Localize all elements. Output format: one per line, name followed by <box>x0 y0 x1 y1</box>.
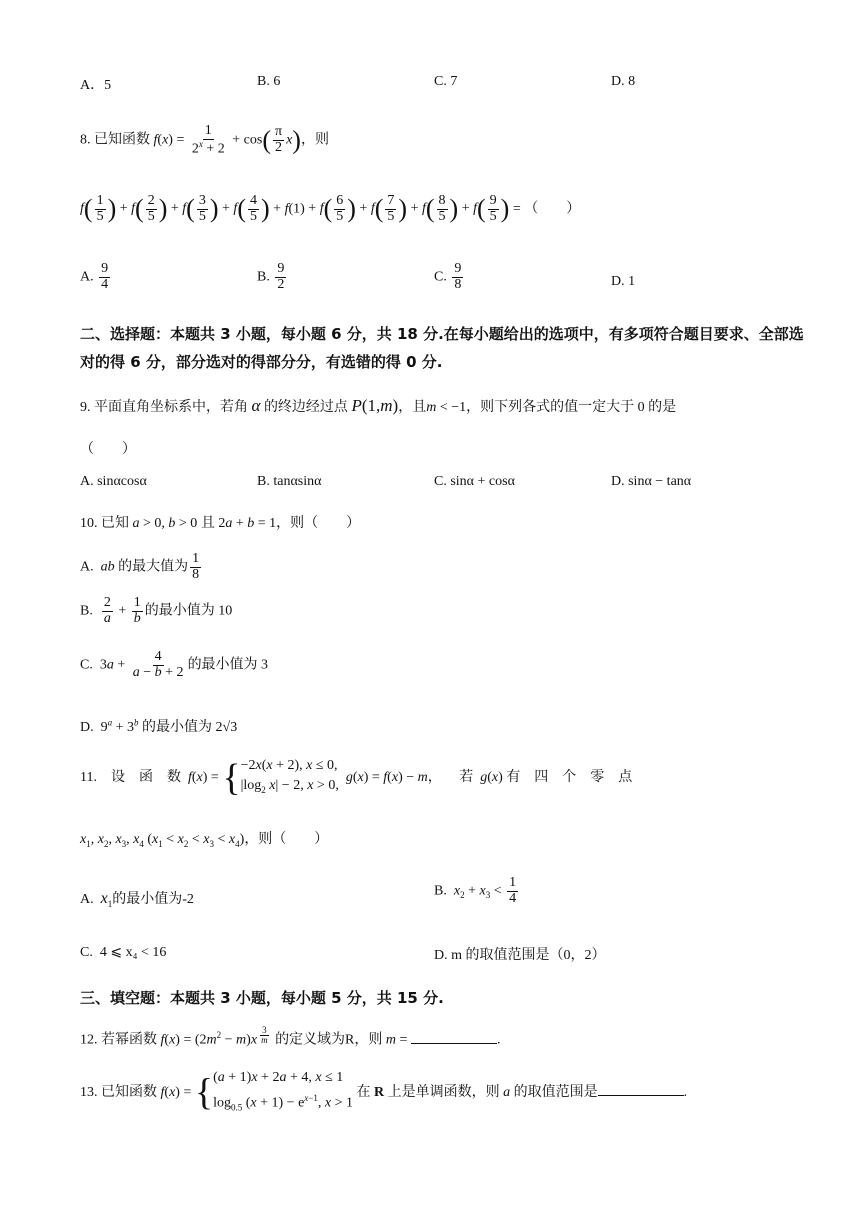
q13-stem: 13. 已知函数 f(x) = { (a + 1)x + 2a + 4, x ≤ 1 $\log_{0.5} (x + 1) - e^{x-1}$, x > 1 在 R 上是单调函数，则 a 的取值范围是 . <box>80 1070 688 1114</box>
q10-option-b: B. $\frac{2}{a}$ + $\frac{1}{b}$ 的最小值为 10 <box>80 595 233 626</box>
q8-option-a-label: A. <box>80 269 94 285</box>
q11-option-a: A. $x_1$的最小值为-2 <box>80 890 194 909</box>
q8-sum-term: + f( $\frac{9}{5}$ ) <box>458 193 510 224</box>
q11-lead: 11. 设 函 数 <box>80 770 181 786</box>
q11-line2-tail: ，则（ ） <box>244 832 329 847</box>
q13-mid2: 上是单调函数，则 <box>387 1084 500 1100</box>
q9-text-d: ，则下列各式的值一定大于 0 的是 <box>466 400 677 415</box>
q8-option-b-num: 9 <box>277 261 285 276</box>
q9-option-a: A. sinαcosα <box>80 474 147 489</box>
q10-option-d: D. $9^a + 3^b$ 的最小值为 2√3 <box>80 717 238 735</box>
q8-option-b-label: B. <box>257 269 270 285</box>
q13-lead: 13. 已知函数 <box>80 1084 157 1100</box>
q8-option-a <box>80 262 112 292</box>
q8-sum-term: f( $\frac{1}{5}$ ) <box>80 193 117 224</box>
q11-option-c-text: 4 ⩽ x₄ < 16 <box>99 945 167 960</box>
q8-option-a-num: 9 <box>101 261 109 276</box>
q10-text-c: ，则（ ） <box>276 516 361 531</box>
q10-option-a-text: 的最大值为 <box>118 559 189 575</box>
q8-sum-term: + f( $\frac{7}{5}$ ) <box>355 193 408 224</box>
q8-sum-term: + f( $\frac{3}{5}$ ) <box>167 193 219 224</box>
q8-option-c <box>434 262 465 292</box>
q8-stem: 8. 已知函数 f(x) = $\frac{1}{2^x + 2}$ + cos( $\frac{\pi}{2}$ x)，则 <box>80 123 329 157</box>
q11-option-a-text: 的最小值为-2 <box>112 892 194 907</box>
q9-text-a: 9. 平面直角坐标系中，若角 <box>80 400 248 415</box>
section-3-heading: 三、填空题：本题共 3 小题，每小题 5 分，共 15 分. <box>80 989 444 1007</box>
q8-sum-term: + f( $\frac{4}{5}$ ) <box>218 193 270 224</box>
q13-mid: 在 <box>356 1084 371 1100</box>
q9-paren: （ ） <box>80 442 136 457</box>
q8-sum-term: + f( $\frac{8}{5}$ ) <box>407 193 459 224</box>
q8-option-a-den: 4 <box>101 276 109 292</box>
q11-tail: 有 四 个 零 点 <box>506 770 633 786</box>
q11-mid: 若 <box>445 770 474 786</box>
q8-sum-expression <box>80 193 510 224</box>
q8-lead: 8. 已知函数 <box>80 132 150 148</box>
section-2-heading: 二、选择题：本题共 3 小题，每小题 6 分，共 18 分.在每小题给出的选项中，有多项符合题目要求、全部选对的得 6 分，部分选对的得部分分，有选错的得 0 分. <box>80 325 804 371</box>
q8-option-d: D. 1 <box>611 274 636 289</box>
q7-option-b: B. 6 <box>257 74 281 89</box>
q10-option-d-text: 的最小值为 <box>142 720 213 735</box>
q11-stem: 11. 设 函 数 f(x) = { −2x(x + 2), x ≤ 0, $|\log_2$ x| − 2, x > 0, g(x) = f(x) − m， 若 g(x) 有 四 个 零 点 <box>80 756 633 799</box>
q9-option-c: C. sinα + cosα <box>434 474 515 489</box>
q10-option-c: C. 3a + $\frac{4}{a - b + 2}$ 的最小值为 3 <box>80 649 269 680</box>
q10-option-c-text: 的最小值为 3 <box>187 657 269 673</box>
q7-option-a: A．5 <box>80 78 112 93</box>
q13-mid3: 的取值范围是 <box>513 1084 598 1100</box>
q7-option-d: D. 8 <box>611 74 636 89</box>
q8-sum-term: + f( $\frac{6}{5}$ ) <box>304 193 356 224</box>
q11-option-c: C. 4 ⩽ x₄ < 16 <box>80 945 167 960</box>
q8-tail: ，则 <box>300 132 329 148</box>
q12-answer-blank[interactable] <box>411 1029 497 1044</box>
q8-option-c-den: 8 <box>454 276 462 292</box>
q10-text-b: 且 <box>200 516 215 531</box>
q10-text-a: 10. 已知 <box>80 516 129 531</box>
q11-option-d: D. m 的取值范围是（0，2） <box>434 948 606 963</box>
q8-option-c-label: C. <box>434 269 447 285</box>
q13-answer-blank[interactable] <box>598 1081 684 1096</box>
q11-option-b: B. $x_2 + x_3$ < $\frac{1}{4}$ <box>434 875 517 906</box>
q12-end: . <box>496 1032 501 1048</box>
q7-option-c: C. 7 <box>434 74 458 89</box>
q8-sum-term: + f(1) <box>269 201 305 217</box>
q9-text-c: ，且 <box>398 400 427 415</box>
q9-option-d: D. sinα − tanα <box>611 474 692 489</box>
q8-option-c-num: 9 <box>454 261 462 276</box>
q9-option-b: B. tanαsinα <box>257 474 322 489</box>
q8-option-b <box>257 262 288 292</box>
q9-stem: 9. 平面直角坐标系中，若角 α 的终边经过点 P(1,m)，且m < −1，则下列各式的值一定大于 0 的是 <box>80 396 677 415</box>
q8-paren: （ ） <box>524 201 581 217</box>
q8-sum-term: + f( $\frac{2}{5}$ ) <box>116 193 168 224</box>
q11-stem-line2: $x_1$, $x_2$, $x_3$, $x_4$ $(x_1 < x_2 < x_3 < x_4)$，则（ ） <box>80 832 329 849</box>
q12-mid: 的定义域为R，则 <box>275 1032 383 1048</box>
q8-option-b-den: 2 <box>277 276 285 292</box>
q12-stem: 12. 若幂函数 $f(x) = (2m^2 - m)x$ $^{\frac{3}{m}}$ 的定义域为R，则 m = . <box>80 1025 501 1048</box>
q10-stem: 10. 已知 a > 0, b > 0 且 2a + b = 1，则（ ） <box>80 516 361 531</box>
q10-option-a: A. ab 的最大值为 $\frac{1}{8}$ <box>80 551 200 582</box>
q13-end: . <box>683 1084 688 1100</box>
q12-lead: 12. 若幂函数 <box>80 1032 157 1048</box>
q10-option-b-text: 的最小值为 10 <box>144 603 233 619</box>
q8-sum: f( $\frac{1}{5}$ ) + f( $\frac{2}{5}$ ) + f( $\frac{3}{5}$ ) + f( $\frac{4}{5}$ ) + f(1) + f( $\frac{6}{5}$ ) + f( $\frac{7}{5}$ ) + f( $\frac{8}{5}$ ) + f( $\frac{9}{5}$ ) = （ ） <box>80 193 581 224</box>
q9-text-b: 的终边经过点 <box>263 400 348 415</box>
